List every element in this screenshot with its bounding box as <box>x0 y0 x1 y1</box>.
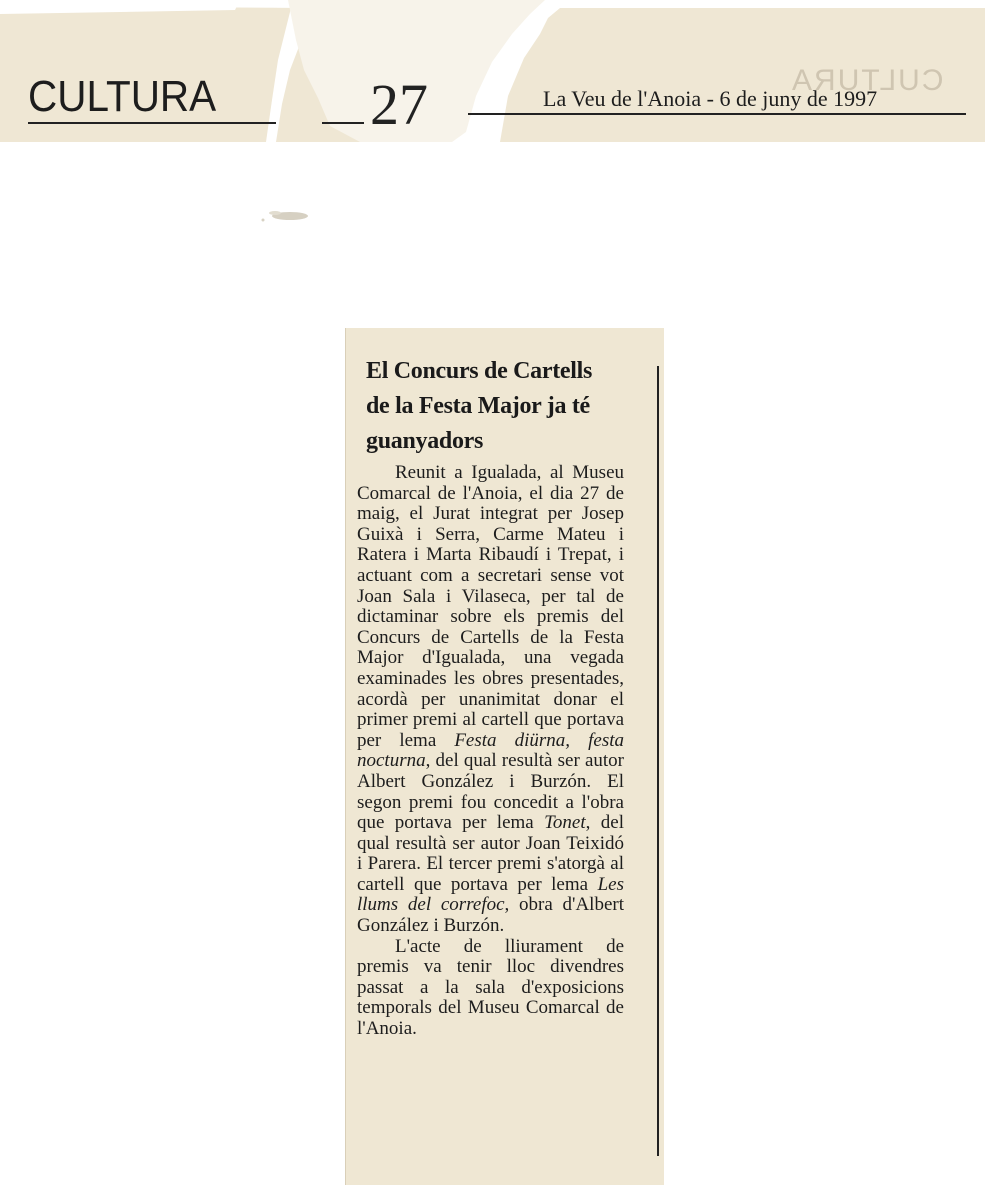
text-run: , del qual resultà ser autor Joan Teixidó i Parera. El tercer premi s'atorgà al cartell que portava per lema <box>357 812 624 895</box>
article-body <box>357 463 624 1040</box>
paragraph-2: L'acte de lliurament de premis va tenir lloc divendres passat a la sala d'exposicions temporals del Museu Comarcal de l'Anoia. <box>357 935 624 1040</box>
lema-second-prize: Tonet <box>544 812 586 834</box>
headline-line: guanyadors <box>366 428 484 454</box>
text-run: , obra d'Albert González i Burzón. <box>357 894 624 937</box>
page-number: 27 <box>370 72 428 137</box>
article-headline <box>366 354 646 459</box>
lema-third-prize: Les llums del correfoc <box>357 873 624 916</box>
column-rule <box>657 366 659 1156</box>
publication-date-line: La Veu de l'Anoia - 6 de juny de 1997 <box>543 86 878 111</box>
text-run: , del qual resultà ser autor Albert González i Burzón. El segon premi fou concedit a l'obra que portava per lema <box>357 750 624 834</box>
text-run: Reunit a Igualada, al Museu Comarcal de l'Anoia, el dia 27 de maig, el Jurat integrat per Josep Guixà i Serra, Carme Mateu i Ratera i Marta Ribaudí i Trepat, i actuant com a secretari sense vot Joan Sala i Vilaseca, per tal de dictaminar sobre els premis del Concurs de Cartells de la Festa Major d'Igualada, una vegada examinades les obres presentades, acordà per unanimitat donar el primer premi al cartell que portava per lema <box>357 462 624 751</box>
header-rule-right <box>468 113 966 115</box>
ghost-bleedthrough-text: CULTURA <box>790 64 944 97</box>
section-title: CULTURA <box>28 72 217 121</box>
paper-speck <box>255 204 315 228</box>
paragraph-1 <box>357 463 624 937</box>
headline-line: El Concurs de Cartells <box>366 358 593 384</box>
newspaper-header <box>0 0 985 142</box>
lema-first-prize: Festa diürna, festa nocturna <box>357 729 624 772</box>
header-rule-left <box>28 122 276 124</box>
header-rule-middle <box>322 122 364 124</box>
headline-line: de la Festa Major ja té <box>366 393 590 419</box>
